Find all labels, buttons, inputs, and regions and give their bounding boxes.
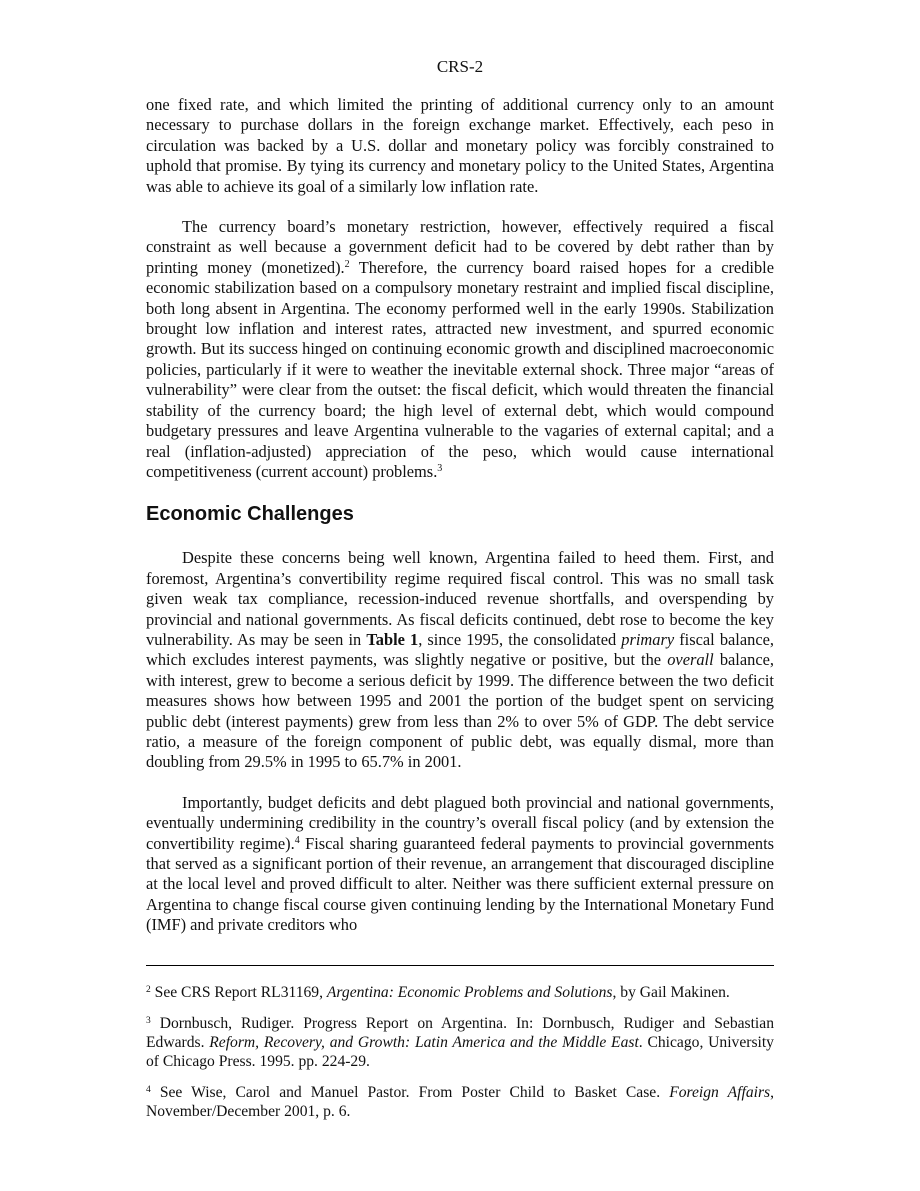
- footnotes: [146, 983, 774, 1133]
- footnote-4-text-a: See Wise, Carol and Manuel Pastor. From Poster Child to Basket Case.: [150, 1084, 670, 1101]
- footnote-2-text-b: , by Gail Makinen.: [612, 984, 730, 1001]
- paragraph-1-text: one fixed rate, and which limited the printing of additional currency only to an amount necessary to purchase dollars in the foreign exchange market. Effectively, each peso in circulation was backed by a U.S. dollar and monetary policy was forcibly constrained to uphold that promise. By tying its currency and monetary policy to the United States, Argentina was able to achieve its goal of a similarly low inflation rate.: [146, 95, 774, 196]
- paragraph-3-text-c: fiscal balance, which excludes interest payments, was slightly negative or positive, but the: [146, 629, 774, 670]
- paragraph-3-text-d: balance, with interest, grew to become a serious deficit by 1999. The difference between the two deficit measures shows how between 1995 and 2001 the portion of the budget spent on servicing public debt (interest payments) grew from less than 2% to over 5% of GDP. The debt service ratio, a measure of the foreign component of public debt, was equally dismal, more than doubling from 29.5% in 1995 to 65.7% in 2001.: [146, 650, 774, 772]
- footnote-3-title: Reform, Recovery, and Growth: Latin America and the Middle East: [209, 1034, 639, 1051]
- footnote-4-number: 4: [146, 1085, 151, 1095]
- paragraph-4: [146, 793, 774, 936]
- paragraph-2-text-b: Therefore, the currency board raised hopes for a credible economic stabilization based on a compulsory monetary restraint and implied fiscal discipline, both long absent in Argentina. The economy performed well in the early 1990s. Stabilization brought low inflation and interest rates, attracted new investment, and spurred economic growth. But its success hinged on continuing economic growth and disciplined macroeconomic policies, particularly if it were to weather the inevitable external shock. Three major “areas of vulnerability” were clear from the outset: the fiscal deficit, which would threaten the financial stability of the currency board; the high level of external debt, which would compound budgetary pressures and leave Argentina vulnerable to the vagaries of external capital; and a real (inflation-adjusted) appreciation of the peso, which would cause international competitiveness (current account) problems.: [146, 257, 774, 481]
- section-heading: Economic Challenges: [146, 503, 354, 526]
- footnote-4-title: Foreign Affairs: [669, 1084, 771, 1101]
- footnote-ref-2: 2: [344, 258, 350, 270]
- paragraph-4-text-b: Fiscal sharing guaranteed federal payments to provincial governments that served as a significant portion of their revenue, an arrangement that discouraged discipline at the local level and proved difficult to alter. Neither was there sufficient external pressure on Argentina to change fiscal course given continuing lending by the International Monetary Fund (IMF) and private creditors who: [146, 833, 775, 935]
- footnote-3-text-b: . Chicago, University of Chicago Press. 1995. pp. 224-29.: [146, 1034, 774, 1070]
- paragraph-2-text-a: The currency board’s monetary restriction, however, effectively required a fiscal constraint as well because a government deficit had to be covered by debt rather than by printing money (monetized).: [146, 217, 774, 277]
- paragraph-3-text-a: Despite these concerns being well known, Argentina failed to heed them. First, and foremost, Argentina’s convertibility regime required fiscal control. This was no small task given weak tax compliance, recession-induced revenue shortfalls, and overspending by provincial and national governments. As fiscal deficits continued, debt rose to become the key vulnerability. As may be seen in: [146, 548, 774, 649]
- emphasis-primary: primary: [621, 629, 675, 649]
- paragraph-3: [146, 548, 774, 772]
- page-number: CRS-2: [436, 57, 484, 76]
- footnote-ref-3: 3: [437, 462, 443, 474]
- body-text: [146, 95, 774, 956]
- paragraph-2: [146, 217, 774, 482]
- paragraph-4-text-a: Importantly, budget deficits and debt plagued both provincial and national governments, eventually undermining credibility in the country’s overall fiscal policy (and by extension the convertibility regime).: [146, 792, 774, 853]
- footnote-4: [146, 1083, 774, 1121]
- footnote-2-title: Argentina: Economic Problems and Solutions: [326, 984, 613, 1001]
- footnote-divider: [146, 965, 774, 966]
- footnote-2-text-a: See CRS Report RL31169,: [150, 984, 327, 1001]
- footnote-ref-4: 4: [294, 834, 300, 846]
- footnote-2: [146, 983, 774, 1002]
- paragraph-1: [146, 95, 774, 197]
- footnote-4-text-b: , November/December 2001, p. 6.: [146, 1084, 774, 1120]
- footnote-3-text-a: Dornbusch, Rudiger. Progress Report on Argentina. In: Dornbusch, Rudiger and Sebastian Edwards.: [146, 1015, 774, 1051]
- footnote-3: [146, 1014, 774, 1071]
- footnote-3-number: 3: [146, 1016, 151, 1026]
- footnote-2-number: 2: [146, 985, 151, 995]
- table-reference: Table 1: [366, 629, 419, 649]
- emphasis-overall: overall: [667, 650, 714, 670]
- paragraph-3-text-b: , since 1995, the consolidated: [418, 629, 622, 649]
